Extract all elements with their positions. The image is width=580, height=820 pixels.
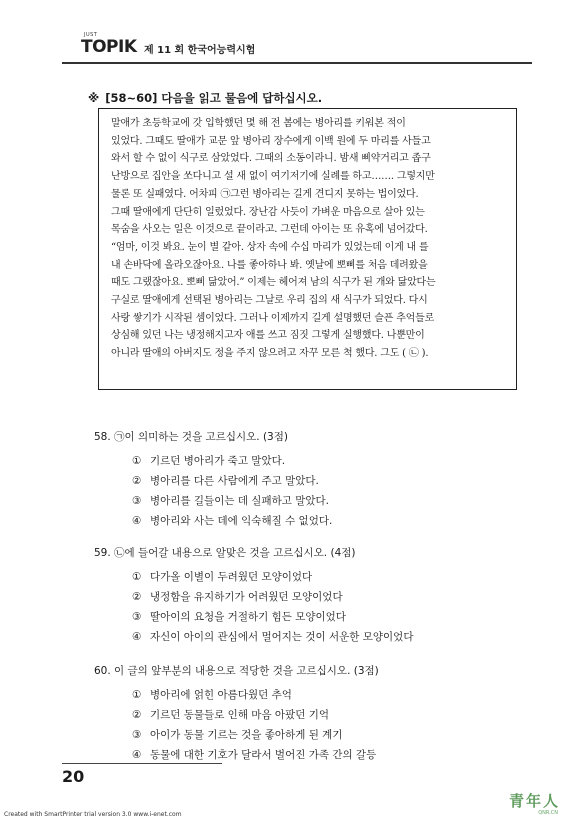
topik-logo: TOPIK <box>81 37 137 57</box>
option-59-4[interactable] <box>132 629 413 644</box>
note-mark: ※ <box>88 91 100 105</box>
printer-credit: Created with SmartPrinter trial version 3.0 www.i-enet.com <box>4 811 182 818</box>
option-text: 병아리에 얽힌 아름다웠던 추억 <box>150 689 292 701</box>
option-text: 병아리를 다른 사람에게 주고 말았다. <box>150 475 319 487</box>
watermark-logo: 青年人 <box>508 792 560 810</box>
option-number: ② <box>132 591 142 603</box>
option-text: 병아리를 길들이는 데 실패하고 말았다. <box>150 495 329 507</box>
option-number: ① <box>132 455 142 467</box>
option-number: ③ <box>132 495 142 507</box>
option-60-1[interactable] <box>132 687 292 702</box>
option-59-2[interactable] <box>132 589 343 604</box>
option-60-3[interactable] <box>132 727 342 742</box>
passage-line: 와서 할 수 없이 식구로 삼았었다. 그때의 소동이라니. 밤새 삐약거리고 좁구 <box>111 153 431 165</box>
option-58-1[interactable] <box>132 453 285 468</box>
option-number: ④ <box>132 631 142 643</box>
option-text: 냉정함을 유지하기가 어려웠던 모양이었다 <box>150 591 343 603</box>
exam-title: 제 11 회 한국어능력시험 <box>144 45 256 56</box>
option-59-3[interactable] <box>132 609 346 624</box>
option-text: 병아리와 사는 데에 익숙해질 수 없었다. <box>150 515 333 527</box>
page-header <box>62 30 532 60</box>
option-text: 다가올 이별이 두려웠던 모양이었다 <box>150 571 313 583</box>
page-number: 20 <box>62 767 85 786</box>
option-text: 딸아이의 요청을 거절하기 힘든 모양이었다 <box>150 611 346 623</box>
passage-line: 물론 또 실패였다. 어차피 ㉠그런 병아리는 길게 견디지 못하는 법이었다. <box>111 188 419 200</box>
passage-line: 때도 그랬잖아요. 뽀삐 닮았어.” 이제는 헤어져 남의 식구가 된 개와 닮았다는 <box>111 277 436 289</box>
reading-passage <box>98 108 517 390</box>
passage-line: 목숨을 사오는 일은 이것으로 끝이라고. 그런데 아이는 또 유혹에 넘어갔다. <box>111 224 428 236</box>
instruction <box>88 90 322 106</box>
option-59-1[interactable] <box>132 569 312 584</box>
option-number: ④ <box>132 749 142 761</box>
option-58-2[interactable] <box>132 473 319 488</box>
option-number: ② <box>132 709 142 721</box>
passage-line: “엄마, 이것 봐요. 눈이 별 같아. 상자 속에 수십 마리가 있었는데 이게 내 를 <box>111 241 429 253</box>
passage-line: 말애가 초등학교에 갓 입학했던 몇 해 전 봄에는 병아리를 키워본 적이 <box>111 118 406 129</box>
option-text: 자신이 아이의 관심에서 멀어지는 것이 서운한 모양이었다 <box>150 631 414 643</box>
option-text: 기르던 병아리가 죽고 말았다. <box>150 455 286 467</box>
option-number: ④ <box>132 515 142 527</box>
header-divider <box>62 62 532 64</box>
footer-divider <box>62 763 222 764</box>
passage-line: 구실로 딸애에게 선택된 병아리는 그날로 우리 집의 새 식구가 되었다. 다시 <box>111 295 428 307</box>
passage-line: 사랑 쌓기가 시작된 셈이었다. 그러나 이제까지 길게 설명했던 슬픈 추억들로 <box>111 312 435 324</box>
passage-line: 아니라 딸애의 아버지도 정을 주지 않으려고 자꾸 모른 척 했다. 그도 ( ㉡ ). <box>111 348 429 360</box>
option-60-2[interactable] <box>132 707 329 722</box>
passage-line: 그때 딸애에게 단단히 일렀었다. 장난감 사듯이 가벼운 마음으로 살아 있는 <box>111 206 425 218</box>
option-number: ① <box>132 689 142 701</box>
question-58: 58. ㉠이 의미하는 것을 고르십시오. (3점) <box>94 431 288 443</box>
logo-tagline: JUST <box>84 32 98 38</box>
option-text: 동물에 대한 기호가 달라서 벌어진 가족 간의 갈등 <box>150 749 377 761</box>
question-59: 59. ㉡에 들어갈 내용으로 알맞은 것을 고르십시오. (4점) <box>94 547 356 559</box>
option-60-4[interactable] <box>132 747 376 762</box>
watermark-url: QNR.CN <box>538 810 558 816</box>
passage-line: 상심해 있던 나는 냉정해지고자 애를 쓰고 짐짓 그렇게 실행했다. 나뿐만이 <box>111 330 425 342</box>
option-text: 아이가 동물 기르는 것을 좋아하게 된 계기 <box>150 729 343 741</box>
option-number: ③ <box>132 611 142 623</box>
option-58-4[interactable] <box>132 513 332 528</box>
option-number: ③ <box>132 729 142 741</box>
option-text: 기르던 동물들로 인해 마음 아팠던 기억 <box>150 709 329 721</box>
instruction-text: [58~60] 다음을 읽고 물음에 답하십시오. <box>105 91 323 105</box>
passage-line: 난방으로 집안을 쏘다니고 설 새 없이 여기저기에 실례를 하고……. 그렇지만 <box>111 171 435 183</box>
option-number: ① <box>132 571 142 583</box>
option-number: ② <box>132 475 142 487</box>
passage-line: 내 손바닥에 올라오잖아요. 나를 좋아하나 봐. 옛날에 뽀삐를 처음 데려왔을 <box>111 259 428 271</box>
passage-line: 있었다. 그때도 딸애가 교문 앞 병아리 장수에게 이백 원에 두 마리를 사들고 <box>111 135 431 147</box>
question-60: 60. 이 글의 앞부분의 내용으로 적당한 것을 고르십시오. (3점) <box>94 665 379 677</box>
option-58-3[interactable] <box>132 493 329 508</box>
